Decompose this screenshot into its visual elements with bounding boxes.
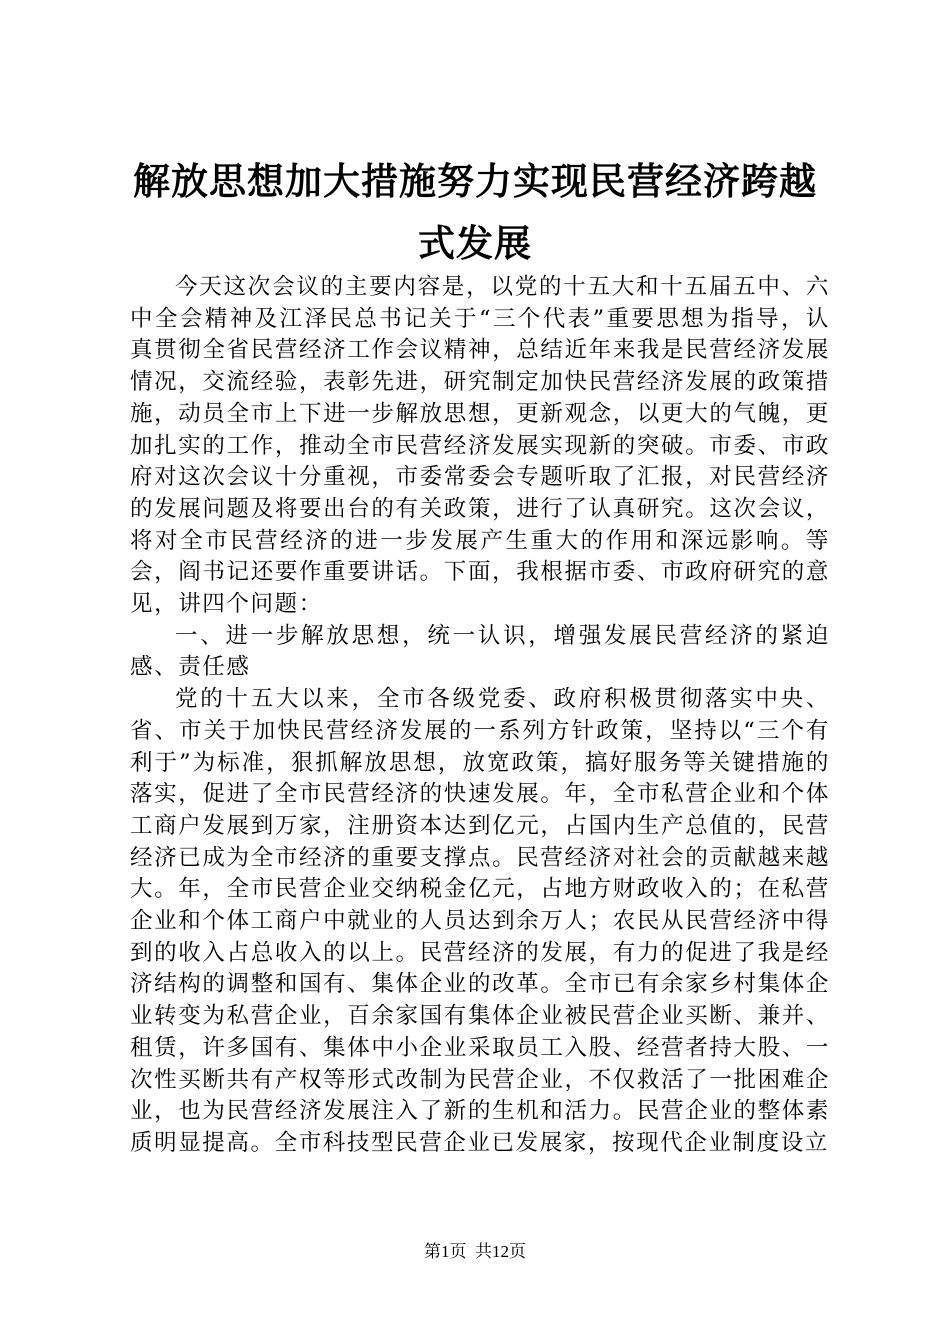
page-total: 共12页: [475, 1242, 526, 1261]
page-number: 第1页: [424, 1242, 467, 1261]
page-footer: [0, 1240, 950, 1264]
paragraph-intro: 今天这次会议的主要内容是，以党的十五大和十五届五中、六中全会精神及江泽民总书记关于“三个代表”重要思想为指导，认真贯彻全省民营经济工作会议精神，总结近年来我是民营经济发展情况，交流经验，表彰先进，研究制定加快民营经济发展的政策措施，动员全市上下进一步解放思想，更新观念，以更大的气魄，更加扎实的工作，推动全市民营经济发展实现新的突破。市委、市政府对这次会议十分重视，市委常委会专题听取了汇报，对民营经济的发展问题及将要出台的有关政策，进行了认真研究。这次会议，将对全市民营经济的进一步发展产生重大的作用和深远影响。等会，阎书记还要作重要讲话。下面，我根据市委、市政府研究的意见，讲四个问题：: [130, 274, 830, 618]
document-title: 解放思想加大措施努力实现民营经济跨越式发展: [133, 159, 817, 265]
document-body: [130, 272, 830, 1160]
paragraph-section-1: 党的十五大以来，全市各级党委、政府积极贯彻落实中央、省、市关于加快民营经济发展的一系列方针政策，坚持以“三个有利于”为标准，狠抓解放思想，放宽政策，搞好服务等关键措施的落实，促进了全市民营经济的快速发展。年，全市私营企业和个体工商户发展到万家，注册资本达到亿元，占国内生产总值的，民营经济已成为全市经济的重要支撑点。民营经济对社会的贡献越来越大。年，全市民营企业交纳税金亿元，占地方财政收入的；在私营企业和个体工商户中就业的人员达到余万人；农民从民营经济中得到的收入占总收入的以上。民营经济的发展，有力的促进了我是经济结构的调整和国有、集体企业的改革。全市已有余家乡村集体企业转变为私营企业，百余家国有集体企业被民营企业买断、兼并、租赁，许多国有、集体中小企业采取员工入股、经营者持大股、一次性买断共有产权等形式改制为民营企业，不仅救活了一批困难企业，也为民营经济发展注入了新的生机和活力。民营企业的整体素质明显提高。全市科技型民营企业已发展家，按现代企业制度设立: [130, 686, 830, 1156]
section-heading-1: 一、进一步解放思想，统一认识，增强发展民营经济的紧迫感、责任感: [130, 622, 830, 681]
